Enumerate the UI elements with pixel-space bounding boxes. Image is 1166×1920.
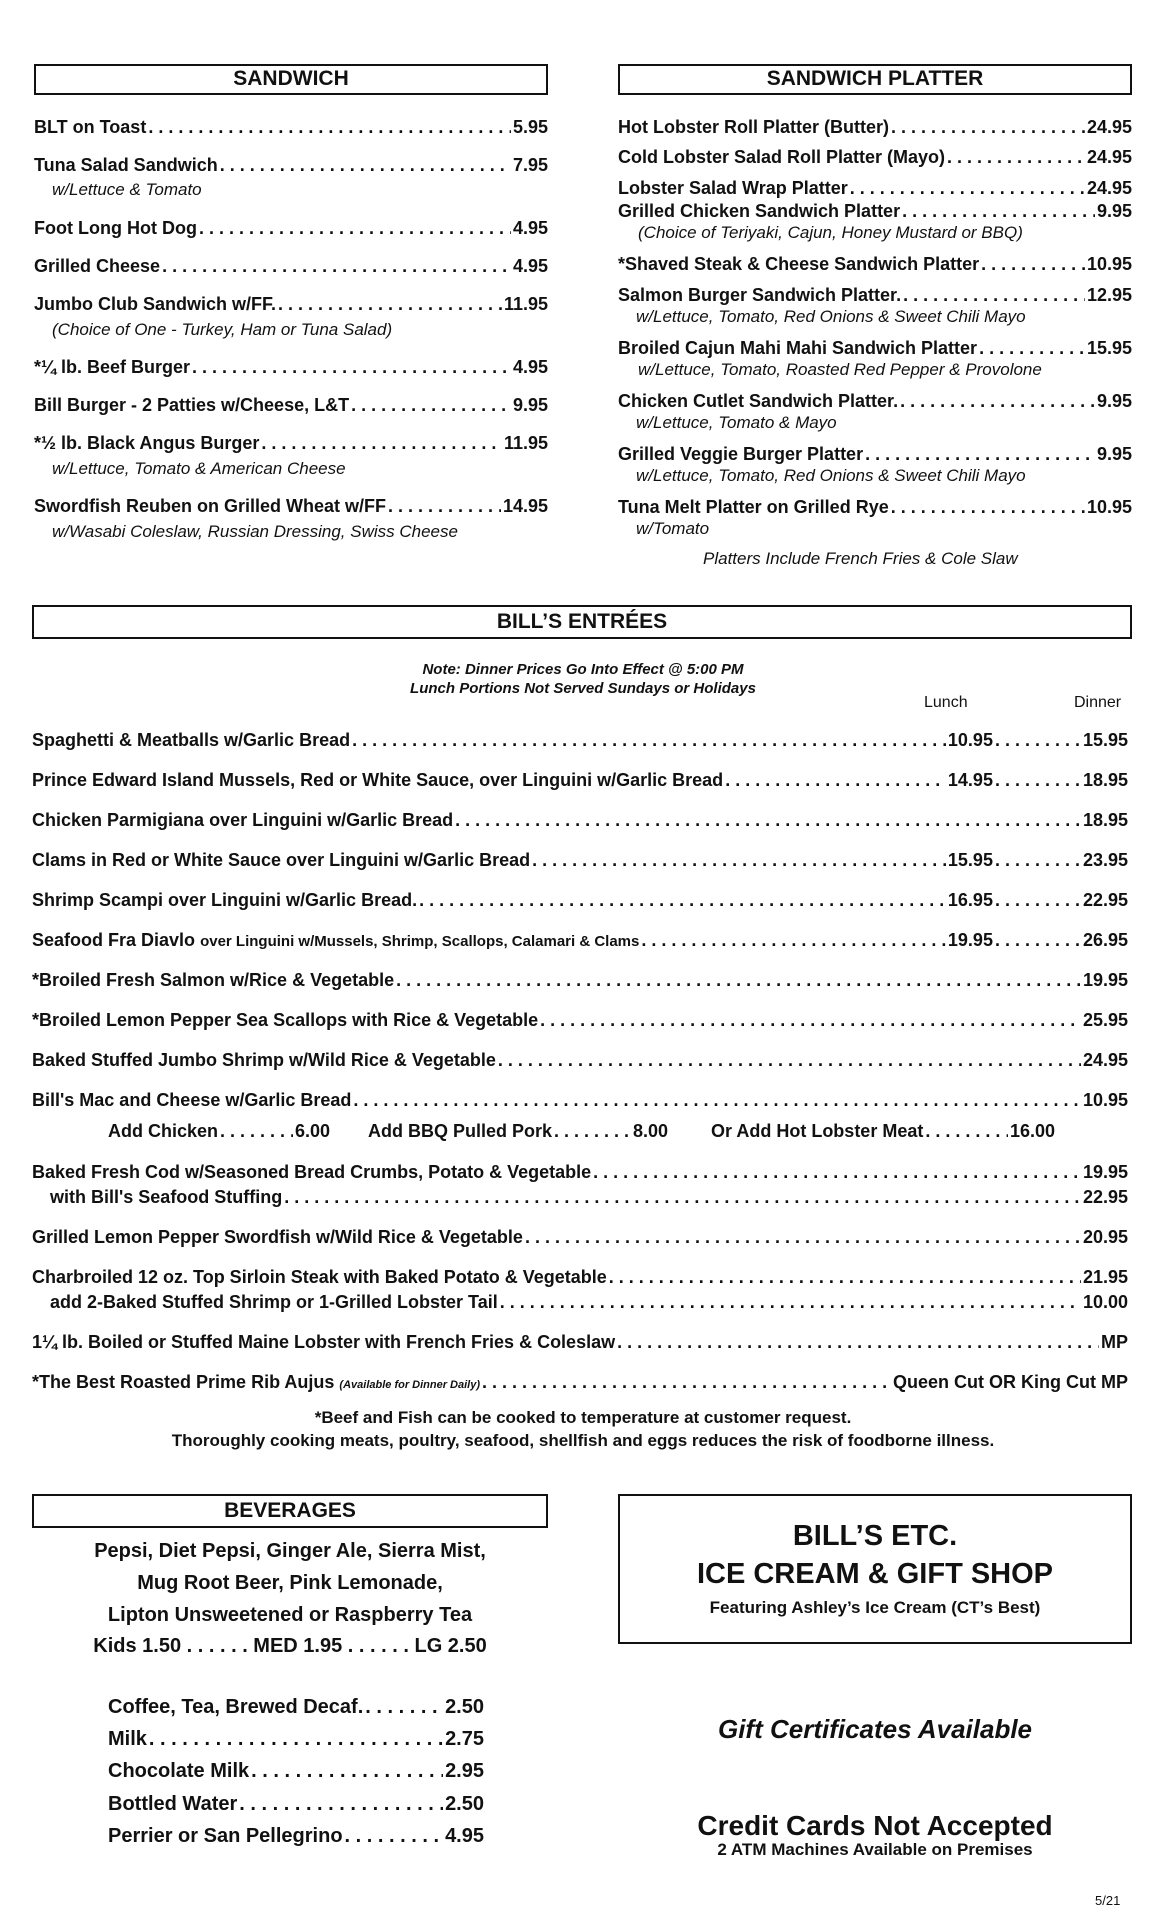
lunch-column-label: Lunch (924, 694, 968, 711)
beverage-item: Bottled Water . . . 2.50 (108, 1793, 484, 1816)
menu-item: *¼ lb. Beef Burger . . . 4.95 (34, 357, 548, 378)
entree-row: Spaghetti & Meatballs w/Garlic Bread . . . 10.95 . . . 15.95 (32, 730, 1128, 751)
platter-header: SANDWICH PLATTER (618, 64, 1132, 95)
shop-title: BILL’S ETC. (792, 1520, 958, 1552)
shop-tagline: Featuring Ashley’s Ice Cream (CT’s Best) (709, 1598, 1041, 1617)
menu-item: Tuna Melt Platter on Grilled Rye . . . 10.95 (618, 497, 1132, 518)
menu-item: Tuna Salad Sandwich . . . 7.95 (34, 155, 548, 176)
menu-item: Foot Long Hot Dog . . . 4.95 (34, 218, 548, 239)
item-note: w/Lettuce, Tomato & American Cheese (52, 459, 346, 478)
entree-row: Seafood Fra Diavlo over Linguini w/Mussels, Shrimp, Scallops, Calamari & Clams . . . 19.95 . . . 26.95 (32, 930, 1128, 951)
addon-item: Or Add Hot Lobster Meat . . . 16.00 (711, 1121, 1055, 1142)
menu-item: Lobster Salad Wrap Platter . . . 24.95 (618, 178, 1132, 199)
entree-row: Grilled Lemon Pepper Swordfish w/Wild Rice & Vegetable . . . 20.95 (32, 1227, 1128, 1248)
item-note: w/Wasabi Coleslaw, Russian Dressing, Swiss Cheese (52, 522, 458, 541)
beverage-item: Milk . . . 2.75 (108, 1728, 484, 1751)
gift-certificates: Gift Certificates Available (717, 1714, 1033, 1744)
menu-item: Bill Burger - 2 Patties w/Cheese, L&T . . . 9.95 (34, 395, 548, 416)
entree-row: Shrimp Scampi over Linguini w/Garlic Bread. . . . 16.95 . . . 22.95 (32, 890, 1128, 911)
item-note: w/Lettuce, Tomato, Red Onions & Sweet Chili Mayo (636, 466, 1026, 485)
menu-item: Salmon Burger Sandwich Platter. . . . 12.95 (618, 285, 1132, 306)
beverage-item: Perrier or San Pellegrino . . . 4.95 (108, 1825, 484, 1848)
menu-item: Chicken Cutlet Sandwich Platter. . . . 9.95 (618, 391, 1132, 412)
menu-item: Grilled Chicken Sandwich Platter . . . 9.95 (618, 201, 1132, 222)
menu-item: BLT on Toast . . . 5.95 (34, 117, 548, 138)
atm-notice: 2 ATM Machines Available on Premises (717, 1840, 1033, 1859)
soda-line: Pepsi, Diet Pepsi, Ginger Ale, Sierra Mist, (94, 1540, 486, 1562)
item-note: w/Lettuce, Tomato, Roasted Red Pepper & Provolone (638, 360, 1042, 379)
soda-line: Mug Root Beer, Pink Lemonade, (137, 1572, 443, 1594)
lunch-note: Lunch Portions Not Served Sundays or Holidays (410, 680, 756, 697)
item-note: w/Lettuce, Tomato & Mayo (636, 413, 837, 432)
dinner-note: Note: Dinner Prices Go Into Effect @ 5:00 PM (422, 661, 744, 678)
item-note: w/Lettuce & Tomato (52, 180, 202, 199)
menu-item: *Shaved Steak & Cheese Sandwich Platter . . . 10.95 (618, 254, 1132, 275)
platter-footer: Platters Include French Fries & Cole Slaw (703, 549, 1018, 568)
dinner-column-label: Dinner (1074, 694, 1122, 711)
date-code: 5/21 (1095, 1893, 1121, 1908)
item-note: (Choice of Teriyaki, Cajun, Honey Mustard or BBQ) (638, 223, 1023, 242)
entree-row: Bill's Mac and Cheese w/Garlic Bread . . . 10.95 (32, 1090, 1128, 1111)
entree-row: add 2-Baked Stuffed Shrimp or 1-Grilled Lobster Tail . . . 10.00 (50, 1292, 1128, 1313)
menu-item: Grilled Cheese . . . 4.95 (34, 256, 548, 277)
disclaimer-line-2: Thoroughly cooking meats, poultry, seafood, shellfish and eggs reduces the risk of foodborne illness. (171, 1431, 995, 1450)
beverage-item: Chocolate Milk . . . 2.95 (108, 1760, 484, 1783)
menu-item: Jumbo Club Sandwich w/FF. . . . 11.95 (34, 294, 548, 315)
menu-item: Grilled Veggie Burger Platter . . . 9.95 (618, 444, 1132, 465)
menu-item: Broiled Cajun Mahi Mahi Sandwich Platter . . . 15.95 (618, 338, 1132, 359)
entree-row: *Broiled Fresh Salmon w/Rice & Vegetable . . . 19.95 (32, 970, 1128, 991)
item-note: w/Tomato (636, 519, 710, 538)
disclaimer-line-1: *Beef and Fish can be cooked to temperature at customer request. (314, 1408, 852, 1427)
entree-row: Prince Edward Island Mussels, Red or White Sauce, over Linguini w/Garlic Bread . . . 14.95 . . . 18.95 (32, 770, 1128, 791)
addon-item: Add Chicken . . . 6.00 (108, 1121, 330, 1142)
entree-row: Clams in Red or White Sauce over Linguini w/Garlic Bread . . . 15.95 . . . 23.95 (32, 850, 1128, 871)
entree-row: Charbroiled 12 oz. Top Sirloin Steak with Baked Potato & Vegetable . . . 21.95 (32, 1267, 1128, 1288)
entree-row: with Bill's Seafood Stuffing . . . 22.95 (50, 1187, 1128, 1208)
entree-row: *The Best Roasted Prime Rib Aujus (Available for Dinner Daily) . . . Queen Cut OR King Cut MP (32, 1372, 1128, 1393)
shop-subtitle: ICE CREAM & GIFT SHOP (696, 1558, 1054, 1590)
soda-sizes: Kids 1.50 . . . . . . MED 1.95 . . . . . . LG 2.50 (93, 1635, 487, 1657)
item-note: w/Lettuce, Tomato, Red Onions & Sweet Chili Mayo (636, 307, 1026, 326)
entree-row: Chicken Parmigiana over Linguini w/Garlic Bread . . . 18.95 (32, 810, 1128, 831)
entree-row: *Broiled Lemon Pepper Sea Scallops with Rice & Vegetable . . . 25.95 (32, 1010, 1128, 1031)
beverage-item: Coffee, Tea, Brewed Decaf. . . . 2.50 (108, 1696, 484, 1719)
addon-item: Add BBQ Pulled Pork . . . 8.00 (368, 1121, 668, 1142)
menu-item: Cold Lobster Salad Roll Platter (Mayo) . . . 24.95 (618, 147, 1132, 168)
entree-row: Baked Fresh Cod w/Seasoned Bread Crumbs, Potato & Vegetable . . . 19.95 (32, 1162, 1128, 1183)
entree-row: 1¼ lb. Boiled or Stuffed Maine Lobster with French Fries & Coleslaw . . . MP (32, 1332, 1128, 1353)
menu-item: Swordfish Reuben on Grilled Wheat w/FF . . . 14.95 (34, 496, 548, 517)
menu-item: Hot Lobster Roll Platter (Butter) . . . 24.95 (618, 117, 1132, 138)
gift-shop-box (618, 1494, 1132, 1644)
beverages-header: BEVERAGES (32, 1494, 548, 1528)
entrees-header: BILL’S ENTRÉES (32, 605, 1132, 639)
menu-item: *½ lb. Black Angus Burger . . . 11.95 (34, 433, 548, 454)
entree-row: Baked Stuffed Jumbo Shrimp w/Wild Rice & Vegetable . . . 24.95 (32, 1050, 1128, 1071)
credit-cards-notice: Credit Cards Not Accepted (697, 1810, 1053, 1841)
sandwich-header: SANDWICH (34, 64, 548, 95)
soda-line: Lipton Unsweetened or Raspberry Tea (107, 1604, 473, 1626)
item-note: (Choice of One - Turkey, Ham or Tuna Salad) (52, 320, 393, 339)
